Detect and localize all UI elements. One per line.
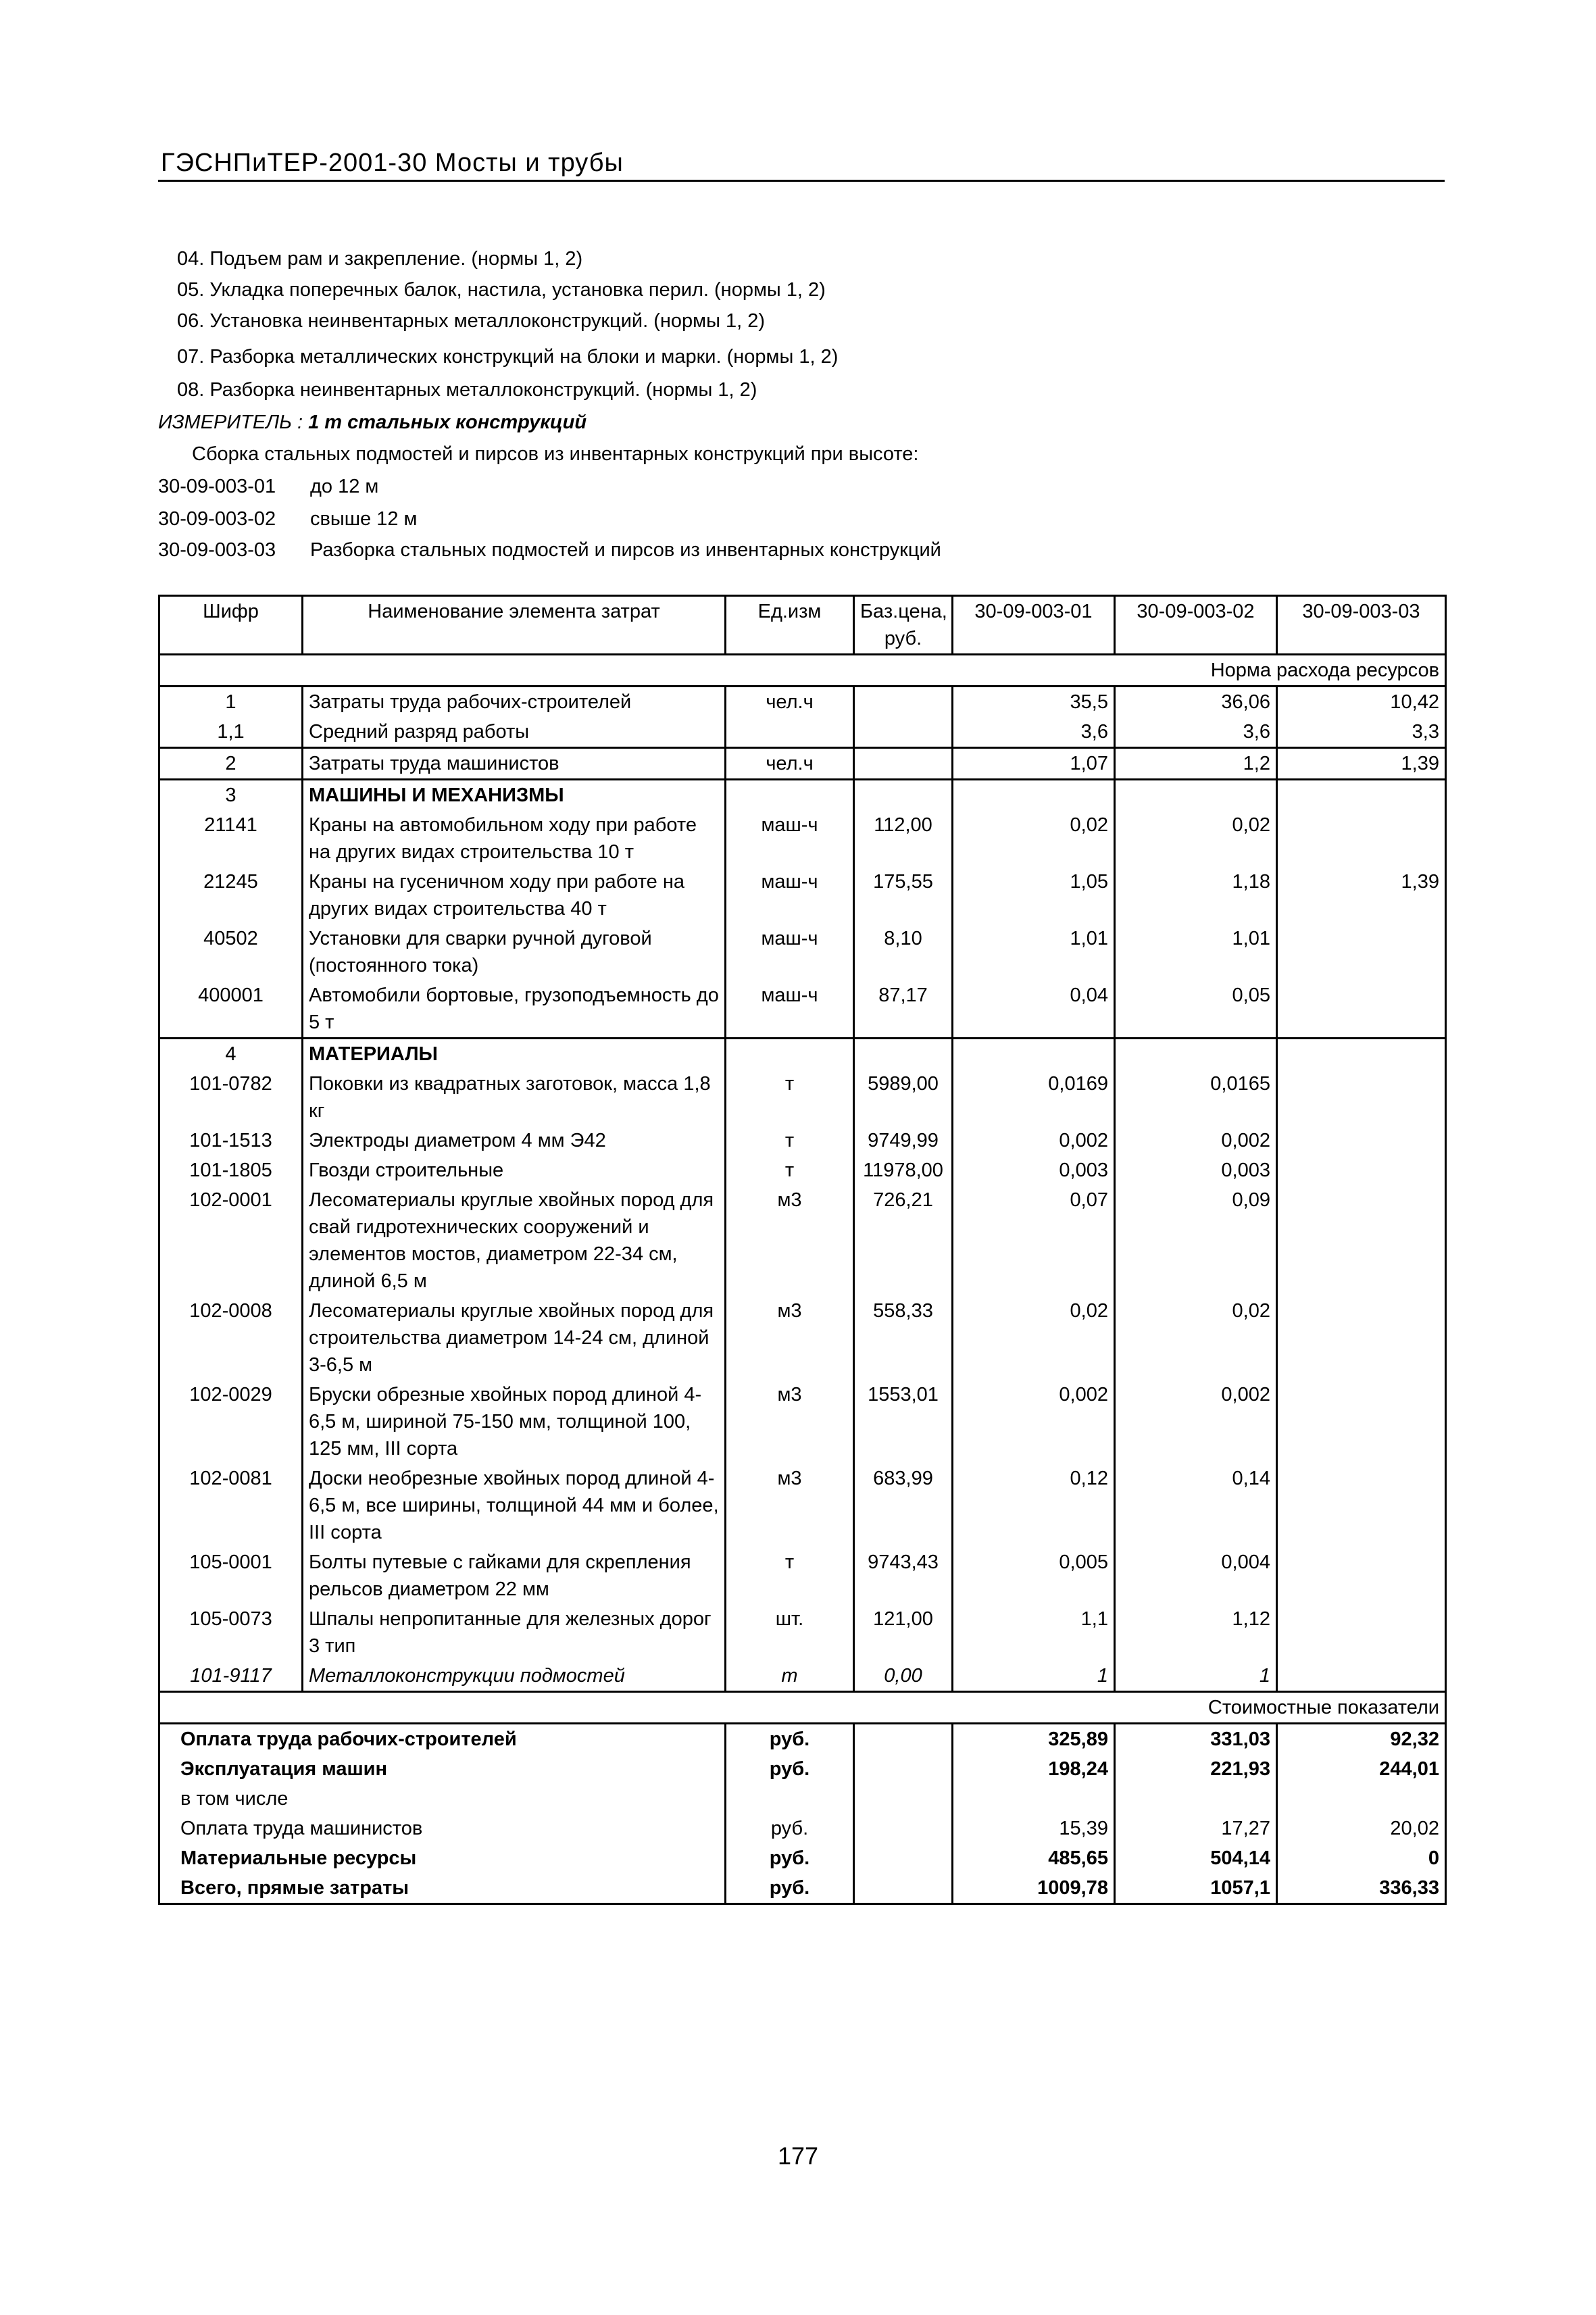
cell-name: Поковки из квадратных заготовок, масса 1,8 кг [303,1069,726,1126]
cell-unit [726,717,854,748]
cell-value-3 [1277,980,1446,1039]
cost-row [159,1873,1446,1904]
cell-price: 1553,01 [854,1380,953,1464]
header-unit: Ед.изм [726,596,854,655]
cell-value-2: 1,18 [1115,867,1277,924]
cell-value-3: 10,42 [1277,687,1446,718]
cell-cipher: 101-1805 [159,1155,303,1185]
cost-value-1: 1009,78 [953,1873,1115,1904]
cell-price [854,1039,953,1070]
cell-value-1: 0,02 [953,810,1115,867]
cost-price [854,1754,953,1784]
cell-value-1: 0,12 [953,1464,1115,1547]
cost-row [159,1843,1446,1873]
cell-cipher: 102-0081 [159,1464,303,1547]
cost-price [854,1843,953,1873]
cell-price [854,687,953,718]
cell-value-3 [1277,1126,1446,1155]
cell-value-2: 0,002 [1115,1126,1277,1155]
cell-value-3 [1277,1185,1446,1296]
cost-row [159,1754,1446,1784]
cell-price [854,717,953,748]
cell-unit: маш-ч [726,924,854,980]
cell-value-3 [1277,1069,1446,1126]
cell-value-2: 1,2 [1115,748,1277,780]
cost-value-2: 331,03 [1115,1724,1277,1755]
cell-name: Шпалы непропитанные для железных дорог 3 тип [303,1604,726,1661]
table-row [159,687,1446,718]
cost-unit: руб. [726,1754,854,1784]
cell-price: 0,00 [854,1661,953,1692]
cell-value-1: 35,5 [953,687,1115,718]
cell-cipher: 102-0029 [159,1380,303,1464]
table-row [159,1604,1446,1661]
code-desc: свыше 12 м [310,508,418,530]
cell-price: 121,00 [854,1604,953,1661]
table-row [159,780,1446,811]
cost-band-row [159,1692,1446,1724]
code-desc: до 12 м [310,476,379,497]
cell-name: Металлоконструкции подмостей [303,1661,726,1692]
cell-unit: т [726,1155,854,1185]
code-line [158,508,417,530]
cell-price [854,748,953,780]
cell-value-2: 0,002 [1115,1380,1277,1464]
table-row [159,1039,1446,1070]
table-row [159,1661,1446,1692]
cell-price: 5989,00 [854,1069,953,1126]
cost-value-3: 0 [1277,1843,1446,1873]
table-row [159,1464,1446,1547]
cell-value-2: 1,01 [1115,924,1277,980]
cell-value-2 [1115,780,1277,811]
cell-value-3: 3,3 [1277,717,1446,748]
cell-cipher: 101-0782 [159,1069,303,1126]
cost-name: Оплата труда рабочих-строителей [159,1724,726,1755]
cell-value-3: 1,39 [1277,867,1446,924]
cost-price [854,1814,953,1843]
cell-price: 11978,00 [854,1155,953,1185]
cell-name: Гвозди строительные [303,1155,726,1185]
cost-name: в том числе [159,1784,726,1814]
cost-value-1 [953,1784,1115,1814]
table-row [159,1126,1446,1155]
cell-name: МАШИНЫ И МЕХАНИЗМЫ [303,780,726,811]
cost-unit: руб. [726,1843,854,1873]
cell-unit: т [726,1661,854,1692]
cell-value-3 [1277,1380,1446,1464]
operation-line: 06. Установка неинвентарных металлоконструкций. (нормы 1, 2) [177,310,766,332]
cost-name: Всего, прямые затраты [159,1873,726,1904]
cell-value-1 [953,1039,1115,1070]
cell-cipher: 102-0008 [159,1296,303,1380]
cost-unit [726,1784,854,1814]
cell-value-1: 0,005 [953,1547,1115,1604]
cell-name: Лесоматериалы круглые хвойных пород для строительства диаметром 14-24 см, длиной 3-6,5 м [303,1296,726,1380]
norm-band: Норма расхода ресурсов [159,655,1446,687]
cell-cipher: 4 [159,1039,303,1070]
cell-value-3 [1277,1039,1446,1070]
cost-band: Стоимостные показатели [159,1692,1446,1724]
cell-name: Лесоматериалы круглые хвойных пород для свай гидротехнических сооружений и элементов мостов, диаметром 22-34 см, длиной 6,5 м [303,1185,726,1296]
measure-label: ИЗМЕРИТЕЛЬ : [158,412,303,433]
cell-unit [726,1039,854,1070]
header-price: Баз.цена, руб. [854,596,953,655]
cell-cipher: 1 [159,687,303,718]
cost-price [854,1784,953,1814]
table-row [159,1069,1446,1126]
cost-value-1: 485,65 [953,1843,1115,1873]
table-row [159,1296,1446,1380]
measure-value: 1 т стальных конструкций [308,412,587,433]
measure-unit [158,412,587,434]
cell-value-2: 1 [1115,1661,1277,1692]
cost-value-2: 221,93 [1115,1754,1277,1784]
cell-name: Электроды диаметром 4 мм Э42 [303,1126,726,1155]
cell-value-3 [1277,1155,1446,1185]
code: 30-09-003-02 [158,508,276,530]
cell-cipher: 101-1513 [159,1126,303,1155]
cell-value-2: 0,0165 [1115,1069,1277,1126]
cell-value-2: 1,12 [1115,1604,1277,1661]
cell-value-2: 0,14 [1115,1464,1277,1547]
cell-name: Краны на автомобильном ходу при работе на других видах строительства 10 т [303,810,726,867]
cell-value-2: 0,003 [1115,1155,1277,1185]
cell-value-1: 1,1 [953,1604,1115,1661]
cost-value-3: 20,02 [1277,1814,1446,1843]
cell-unit: м3 [726,1464,854,1547]
cost-value-3: 336,33 [1277,1873,1446,1904]
table-row [159,1185,1446,1296]
cell-value-1: 1 [953,1661,1115,1692]
cell-unit: маш-ч [726,980,854,1039]
cost-value-1: 325,89 [953,1724,1115,1755]
cell-value-1: 0,003 [953,1155,1115,1185]
cell-value-1: 1,07 [953,748,1115,780]
cost-unit: руб. [726,1873,854,1904]
cost-value-2: 17,27 [1115,1814,1277,1843]
cost-row [159,1814,1446,1843]
table-row [159,867,1446,924]
intro-text: Сборка стальных подмостей и пирсов из инвентарных конструкций при высоте: [192,443,919,465]
cell-value-1: 0,002 [953,1380,1115,1464]
code-line [158,476,378,498]
document-header: ГЭСНПиТЕР-2001-30 Мосты и трубы [161,149,624,177]
cell-name: Автомобили бортовые, грузоподъемность до 5 т [303,980,726,1039]
cost-price [854,1873,953,1904]
cell-unit: чел.ч [726,687,854,718]
header-code-1: 30-09-003-01 [953,596,1115,655]
norms-table [158,595,1447,1905]
table-row [159,810,1446,867]
cell-value-2 [1115,1039,1277,1070]
cost-row [159,1784,1446,1814]
cost-value-2: 1057,1 [1115,1873,1277,1904]
cell-price: 175,55 [854,867,953,924]
page-number: 177 [777,2142,819,2170]
cell-value-3 [1277,924,1446,980]
cell-value-3 [1277,780,1446,811]
header-code-3: 30-09-003-03 [1277,596,1446,655]
cell-cipher: 105-0001 [159,1547,303,1604]
cell-cipher: 2 [159,748,303,780]
cell-value-1: 0,07 [953,1185,1115,1296]
header-rule [158,180,1445,182]
cell-price: 9743,43 [854,1547,953,1604]
cell-cipher: 105-0073 [159,1604,303,1661]
cell-value-1: 0,0169 [953,1069,1115,1126]
cell-value-1: 0,002 [953,1126,1115,1155]
cost-price [854,1724,953,1755]
cell-value-2: 0,004 [1115,1547,1277,1604]
code-line [158,539,941,562]
cost-value-3: 244,01 [1277,1754,1446,1784]
cell-value-1: 1,01 [953,924,1115,980]
cell-value-1: 0,04 [953,980,1115,1039]
cell-price: 8,10 [854,924,953,980]
cell-name: Доски необрезные хвойных пород длиной 4-6,5 м, все ширины, толщиной 44 мм и более, III сорта [303,1464,726,1547]
header-cipher: Шифр [159,596,303,655]
cell-unit: т [726,1069,854,1126]
header-name: Наименование элемента затрат [303,596,726,655]
cell-unit: м3 [726,1296,854,1380]
cell-value-3 [1277,1661,1446,1692]
cost-value-2 [1115,1784,1277,1814]
cell-cipher: 400001 [159,980,303,1039]
table-row [159,924,1446,980]
cell-cipher: 102-0001 [159,1185,303,1296]
header-code-2: 30-09-003-02 [1115,596,1277,655]
cost-value-1: 15,39 [953,1814,1115,1843]
cell-name: Краны на гусеничном ходу при работе на других видах строительства 40 т [303,867,726,924]
operation-line: 05. Укладка поперечных балок, настила, установка перил. (нормы 1, 2) [177,279,826,301]
cell-price: 683,99 [854,1464,953,1547]
cost-value-1: 198,24 [953,1754,1115,1784]
code-desc: Разборка стальных подмостей и пирсов из инвентарных конструкций [310,539,941,561]
cell-value-1: 3,6 [953,717,1115,748]
cell-price: 112,00 [854,810,953,867]
cell-unit [726,780,854,811]
operation-line: 04. Подъем рам и закрепление. (нормы 1, 2) [177,248,583,270]
cell-cipher: 40502 [159,924,303,980]
table-row [159,1155,1446,1185]
cell-value-3 [1277,1296,1446,1380]
cell-cipher: 1,1 [159,717,303,748]
norm-band-row [159,655,1446,687]
cost-unit: руб. [726,1724,854,1755]
table-row [159,717,1446,748]
cell-value-2: 0,02 [1115,1296,1277,1380]
cell-price: 9749,99 [854,1126,953,1155]
cost-name: Материальные ресурсы [159,1843,726,1873]
cell-value-3 [1277,1547,1446,1604]
cell-name: Установки для сварки ручной дуговой (постоянного тока) [303,924,726,980]
code: 30-09-003-03 [158,539,276,561]
cell-value-1: 0,02 [953,1296,1115,1380]
table-row [159,1380,1446,1464]
cell-value-2: 36,06 [1115,687,1277,718]
cell-price: 87,17 [854,980,953,1039]
cell-value-2: 0,05 [1115,980,1277,1039]
cell-unit: м3 [726,1185,854,1296]
cell-unit: чел.ч [726,748,854,780]
table-header-row [159,596,1446,655]
cost-name: Эксплуатация машин [159,1754,726,1784]
cell-value-3: 1,39 [1277,748,1446,780]
table-row [159,980,1446,1039]
operation-line: 08. Разборка неинвентарных металлоконструкций. (нормы 1, 2) [177,379,757,401]
cell-cipher: 21141 [159,810,303,867]
cell-value-3 [1277,1464,1446,1547]
cost-value-2: 504,14 [1115,1843,1277,1873]
cell-value-3 [1277,810,1446,867]
cell-unit: м3 [726,1380,854,1464]
cell-unit: маш-ч [726,867,854,924]
cell-price: 726,21 [854,1185,953,1296]
cell-price [854,780,953,811]
table-row [159,748,1446,780]
cost-row [159,1724,1446,1755]
cell-cipher: 101-9117 [159,1661,303,1692]
cell-value-1 [953,780,1115,811]
cell-name: Средний разряд работы [303,717,726,748]
cell-unit: т [726,1126,854,1155]
table-row [159,1547,1446,1604]
cost-value-3: 92,32 [1277,1724,1446,1755]
operation-line: 07. Разборка металлических конструкций на блоки и марки. (нормы 1, 2) [177,346,839,368]
cost-name: Оплата труда машинистов [159,1814,726,1843]
cell-value-2: 0,09 [1115,1185,1277,1296]
cell-name: Затраты труда машинистов [303,748,726,780]
cell-name: МАТЕРИАЛЫ [303,1039,726,1070]
cell-value-1: 1,05 [953,867,1115,924]
cell-value-2: 0,02 [1115,810,1277,867]
norms-table-body [159,596,1446,1904]
cell-name: Бруски обрезные хвойных пород длиной 4-6,5 м, шириной 75-150 мм, толщиной 100, 125 мм, III сорта [303,1380,726,1464]
cell-name: Затраты труда рабочих-строителей [303,687,726,718]
cell-unit: т [726,1547,854,1604]
cell-unit: маш-ч [726,810,854,867]
cell-unit: шт. [726,1604,854,1661]
cell-price: 558,33 [854,1296,953,1380]
cell-value-3 [1277,1604,1446,1661]
cell-cipher: 3 [159,780,303,811]
cell-name: Болты путевые с гайками для скрепления рельсов диаметром 22 мм [303,1547,726,1604]
cell-value-2: 3,6 [1115,717,1277,748]
code: 30-09-003-01 [158,476,276,497]
cell-cipher: 21245 [159,867,303,924]
cost-unit: руб. [726,1814,854,1843]
cost-value-3 [1277,1784,1446,1814]
